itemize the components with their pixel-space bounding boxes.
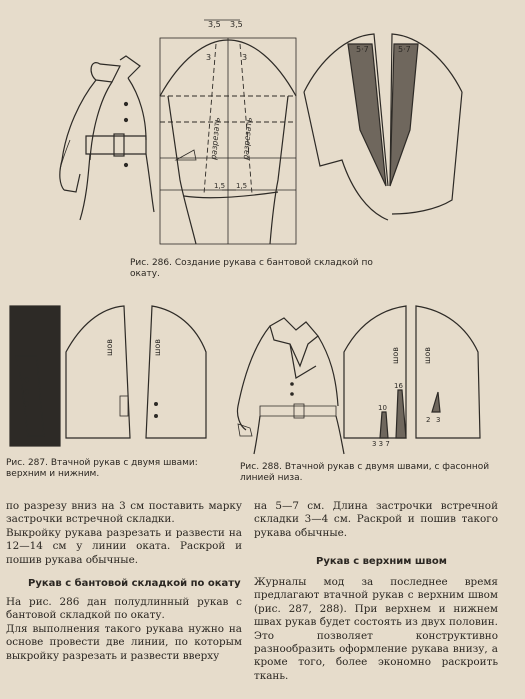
fig287-label-seam-left: шов bbox=[105, 339, 114, 356]
fig286-label-top-right: 3,5 bbox=[230, 20, 243, 29]
fig287-label-seam-right: шов bbox=[153, 339, 162, 356]
fig287-photo-inset bbox=[10, 306, 60, 446]
fig286-label-under-left: 3 bbox=[206, 53, 212, 62]
left-column-bottom-text: На рис. 286 дан полудлинный рукав с бантовой складкой по окату. Для выполнения такого рукава нужно на основе провести две линии, по которым выкройку разрезать и развести вверху bbox=[6, 596, 242, 662]
fig287-sleeve-right bbox=[146, 306, 206, 438]
fig286-label-low-right: 1,5 bbox=[236, 182, 248, 190]
fig286-label-sleeve-left: 5·7 bbox=[356, 45, 369, 54]
fig288-sleeve-left bbox=[344, 306, 406, 448]
right-column-bottom-text: Журналы мод за последнее время предлагают втачной рукав с верхним швом (рис. 287, 288). При верхнем и нижнем швах рукав будет состоять из двух половин. Это позволяет конструктивно разнообразить оформление рукава внизу, а кроме того, более экономно раскроить ткань. bbox=[254, 576, 498, 682]
fig288-label-16: 16 bbox=[394, 382, 403, 390]
fig286-label-low-left: 1,5 bbox=[214, 182, 226, 190]
fig288-label-bottom: 3 3 7 bbox=[372, 440, 390, 448]
fig286-label-top-left: 3,5 bbox=[208, 20, 221, 29]
fig287-sleeve-left bbox=[66, 306, 130, 438]
figure-287 bbox=[0, 296, 240, 456]
fig288-label-10: 10 bbox=[378, 404, 387, 412]
fig286-pattern-draft bbox=[160, 20, 296, 244]
left-column-top-text: по разрезу вниз на 3 см поставить марку застрочки встречной складки. Выкройку рукава разрезать и развести на 12—14 см у линии оката. Раскрой и пошив рукава обычные. bbox=[6, 500, 242, 566]
fig286-label-sleeve-right: 5·7 bbox=[398, 45, 411, 54]
figure-288 bbox=[230, 296, 525, 456]
fig288-label-3: 3 bbox=[436, 416, 441, 424]
figure-286 bbox=[0, 0, 525, 260]
heading-top-seam-sleeve: Рукав с верхним швом bbox=[316, 556, 447, 567]
fig288-caption: Рис. 288. Втачной рукав с двумя швами, с фасонной линией низа. bbox=[240, 462, 490, 483]
right-column-top-text: на 5—7 см. Длина застрочки встречной складки 3—4 см. Раскрой и пошив такого рукава обычные. bbox=[254, 500, 498, 539]
fig288-dress-illustration bbox=[237, 318, 344, 454]
fig288-sleeve-right bbox=[416, 306, 480, 438]
fig286-dress-illustration bbox=[60, 56, 154, 220]
fig288-label-seam-right: шов bbox=[423, 347, 432, 364]
fig286-caption: Рис. 286. Создание рукава с бантовой складкой по окату. bbox=[130, 258, 373, 279]
fig288-label-seam-left: шов bbox=[391, 347, 400, 364]
fig287-caption: Рис. 287. Втачной рукав с двумя швами: верхним и нижним. bbox=[6, 458, 198, 479]
fig286-label-under-right: 3 bbox=[242, 53, 248, 62]
fig288-label-2: 2 bbox=[426, 416, 431, 424]
heading-bow-pleat-sleeve: Рукав с бантовой складкой по окату bbox=[28, 578, 241, 589]
fig286-label-cut-left: разрезать bbox=[209, 116, 222, 161]
fig286-sleeve-pattern bbox=[304, 34, 462, 220]
fig286-label-cut-right: разрезать bbox=[241, 116, 254, 161]
